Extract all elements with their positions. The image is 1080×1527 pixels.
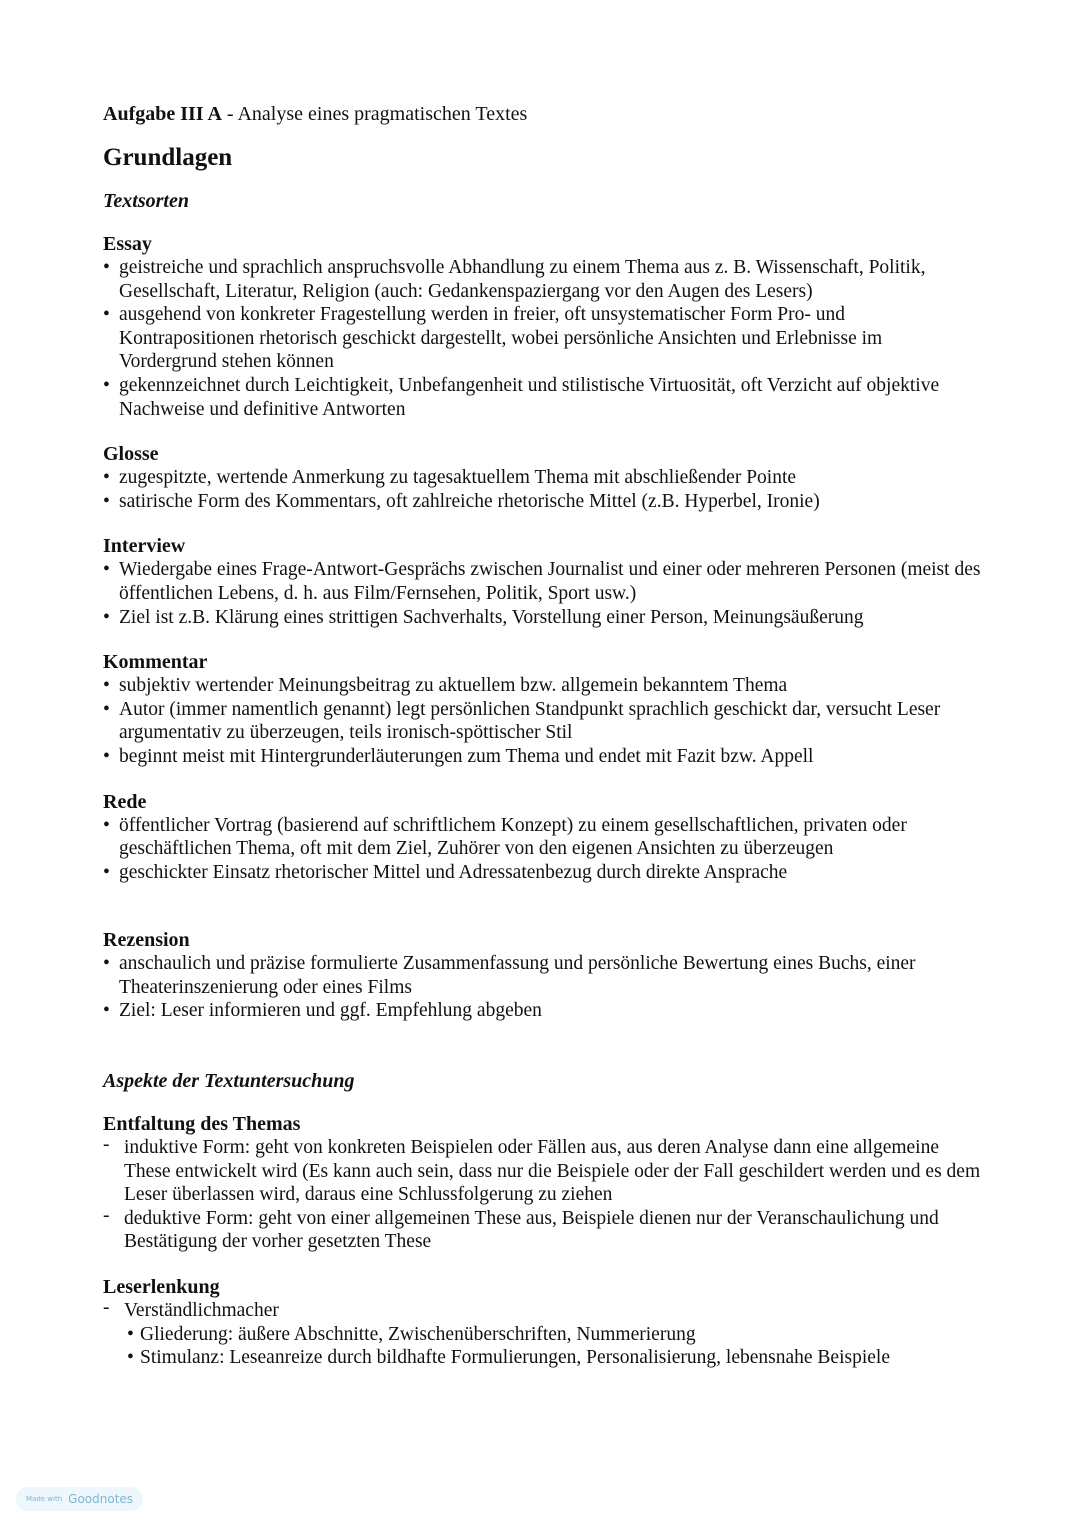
task-description: - Analyse eines pragmatischen Textes bbox=[221, 103, 528, 125]
bullet-icon: • bbox=[103, 745, 110, 767]
section-title: Kommentar bbox=[103, 651, 208, 674]
section-kommentar bbox=[103, 650, 983, 768]
section-essay bbox=[103, 232, 983, 421]
list-item-text: Ziel: Leser informieren und ggf. Empfehlung abgeben bbox=[119, 1000, 542, 1022]
bullet-icon: • bbox=[103, 953, 110, 975]
list-item-text: geschickter Einsatz rhetorischer Mittel und Adressatenbezug durch direkte Ansprache bbox=[119, 861, 788, 883]
dash-icon: - bbox=[103, 1297, 110, 1319]
section-title: Essay bbox=[103, 233, 152, 255]
sub-list-item bbox=[103, 1323, 983, 1347]
bullet-icon: • bbox=[127, 1323, 134, 1345]
bullet-list bbox=[103, 814, 983, 885]
list-item bbox=[103, 490, 983, 514]
list-item bbox=[103, 466, 983, 490]
list-item bbox=[103, 674, 983, 698]
bullet-icon: • bbox=[103, 467, 110, 489]
section-title: Interview bbox=[103, 535, 186, 558]
dash-list bbox=[103, 1299, 983, 1323]
section-leserlenkung bbox=[103, 1275, 983, 1370]
document-page bbox=[103, 100, 983, 1391]
goodnotes-watermark bbox=[16, 1487, 143, 1511]
list-item-text: induktive Form: geht von konkreten Beispielen oder Fällen aus, aus deren Analyse dann eine allgemeine These entwickelt wird (Es kann auch sein, dass nur die Beispiele oder der Fall geschildert werden und es dem Leser überlassen wird, daraus eine Schlussfolgerung zu ziehen bbox=[124, 1137, 981, 1206]
watermark-brand: Goodnotes bbox=[68, 1492, 134, 1506]
bullet-icon: • bbox=[103, 559, 110, 581]
list-item-text: subjektiv wertender Meinungsbeitrag zu aktuellem bzw. allgemein bekanntem Thema bbox=[119, 675, 788, 697]
section-rezension bbox=[103, 928, 983, 1023]
list-item-text: Autor (immer namentlich genannt) legt persönlichen Standpunkt sprachlich geschickt dar, versucht Leser argumentativ zu überzeugen, teils ironisch-spöttischer Stil bbox=[119, 698, 941, 744]
section-entfaltung bbox=[103, 1112, 983, 1254]
task-label: Aufgabe III A bbox=[103, 103, 222, 125]
dash-icon: - bbox=[103, 1204, 110, 1226]
list-item bbox=[103, 256, 983, 303]
list-item bbox=[103, 1299, 983, 1323]
section-rede bbox=[103, 790, 983, 885]
list-item bbox=[103, 861, 983, 885]
section-title: Leserlenkung bbox=[103, 1276, 220, 1299]
section-title: Glosse bbox=[103, 443, 159, 466]
page-title: Grundlagen bbox=[103, 144, 233, 171]
bullet-list bbox=[103, 674, 983, 768]
list-item-text: deduktive Form: geht von einer allgemeinen These aus, Beispiele dienen nur der Veranschaulichung und Bestätigung der vorher gesetzten These bbox=[124, 1207, 939, 1253]
section-glosse bbox=[103, 442, 983, 513]
list-item-text: beginnt meist mit Hintergrunderläuterungen zum Thema und endet mit Fazit bzw. Appell bbox=[119, 745, 814, 767]
list-item bbox=[103, 1136, 983, 1207]
sub-list-item bbox=[103, 1346, 983, 1370]
sub-bullet-list bbox=[103, 1323, 983, 1370]
bullet-icon: • bbox=[103, 1000, 110, 1022]
bullet-list bbox=[103, 466, 983, 513]
list-item bbox=[103, 374, 983, 421]
dash-list bbox=[103, 1136, 983, 1254]
section-title: Rezension bbox=[103, 929, 190, 952]
bullet-icon: • bbox=[103, 374, 110, 396]
list-item bbox=[103, 814, 983, 861]
bullet-icon: • bbox=[103, 814, 110, 836]
textsorten-heading: Textsorten bbox=[103, 190, 189, 212]
list-item-text: öffentlicher Vortrag (basierend auf schriftlichem Konzept) zu einem gesellschaftlichen, privaten oder geschäftlichen Thema, oft mit dem Ziel, Zuhörer von den eigenen Ansichten zu überzeugen bbox=[119, 814, 907, 860]
aspekte-heading: Aspekte der Textuntersuchung bbox=[103, 1070, 355, 1093]
bullet-icon: • bbox=[103, 861, 110, 883]
list-item-text: anschaulich und präzise formulierte Zusammenfassung und persönliche Bewertung eines Buchs, einer Theaterinszenierung oder eines Films bbox=[119, 953, 916, 998]
bullet-icon: • bbox=[103, 606, 110, 628]
bullet-list bbox=[103, 558, 983, 629]
list-item bbox=[103, 1204, 983, 1254]
list-item-text: Gliederung: äußere Abschnitte, Zwischenüberschriften, Nummerierung bbox=[140, 1323, 696, 1345]
bullet-icon: • bbox=[103, 490, 110, 512]
list-item-text: gekennzeichnet durch Leichtigkeit, Unbefangenheit und stilistische Virtuosität, oft Verzicht auf objektive Nachweise und definitive Antworten bbox=[119, 374, 940, 420]
list-item-text: ausgehend von konkreter Fragestellung werden in freier, oft unsystematischer Form Pro- und Kontrapositionen rhetorisch geschickt dargestellt, wobei persönliche Ansichten und Erlebnisse im Vordergrund stehen können bbox=[119, 304, 883, 373]
bullet-icon: • bbox=[127, 1347, 134, 1369]
watermark-prefix: Made with bbox=[26, 1495, 63, 1503]
dash-icon: - bbox=[103, 1134, 110, 1156]
bullet-list bbox=[103, 952, 983, 1023]
list-item-text: geistreiche und sprachlich anspruchsvolle Abhandlung zu einem Thema aus z. B. Wissenschaft, Politik, Gesellschaft, Literatur, Religion (auch: Gedankenspaziergang vor den Augen des Lesers) bbox=[119, 257, 926, 302]
bullet-icon: • bbox=[103, 698, 110, 720]
list-item bbox=[103, 952, 983, 999]
section-title: Rede bbox=[103, 790, 147, 813]
section-title: Entfaltung des Themas bbox=[103, 1113, 301, 1136]
list-item bbox=[103, 303, 983, 374]
list-item-text: Verständlichmacher bbox=[124, 1300, 279, 1322]
bullet-list bbox=[103, 256, 983, 421]
list-item-text: Wiedergabe eines Frage-Antwort-Gesprächs zwischen Journalist und einer oder mehreren Personen (meist des öffentlichen Lebens, d. h. aus Film/Fernsehen, Politik, Sport usw.) bbox=[119, 559, 981, 604]
list-item-text: zugespitzte, wertende Anmerkung zu tagesaktuellem Thema mit abschließender Pointe bbox=[119, 467, 797, 489]
task-line bbox=[103, 100, 983, 128]
list-item-text: satirische Form des Kommentars, oft zahlreiche rhetorische Mittel (z.B. Hyperbel, Ironie) bbox=[119, 490, 820, 512]
list-item bbox=[103, 698, 983, 745]
list-item-text: Ziel ist z.B. Klärung eines strittigen Sachverhalts, Vorstellung einer Person, Meinungsäußerung bbox=[119, 606, 864, 628]
bullet-icon: • bbox=[103, 304, 110, 326]
list-item bbox=[103, 606, 983, 630]
list-item bbox=[103, 999, 983, 1023]
list-item bbox=[103, 745, 983, 769]
bullet-icon: • bbox=[103, 675, 110, 697]
list-item-text: Stimulanz: Leseanreize durch bildhafte Formulierungen, Personalisierung, lebensnahe Beispiele bbox=[140, 1347, 890, 1369]
list-item bbox=[103, 558, 983, 605]
bullet-icon: • bbox=[103, 257, 110, 278]
section-interview bbox=[103, 534, 983, 629]
